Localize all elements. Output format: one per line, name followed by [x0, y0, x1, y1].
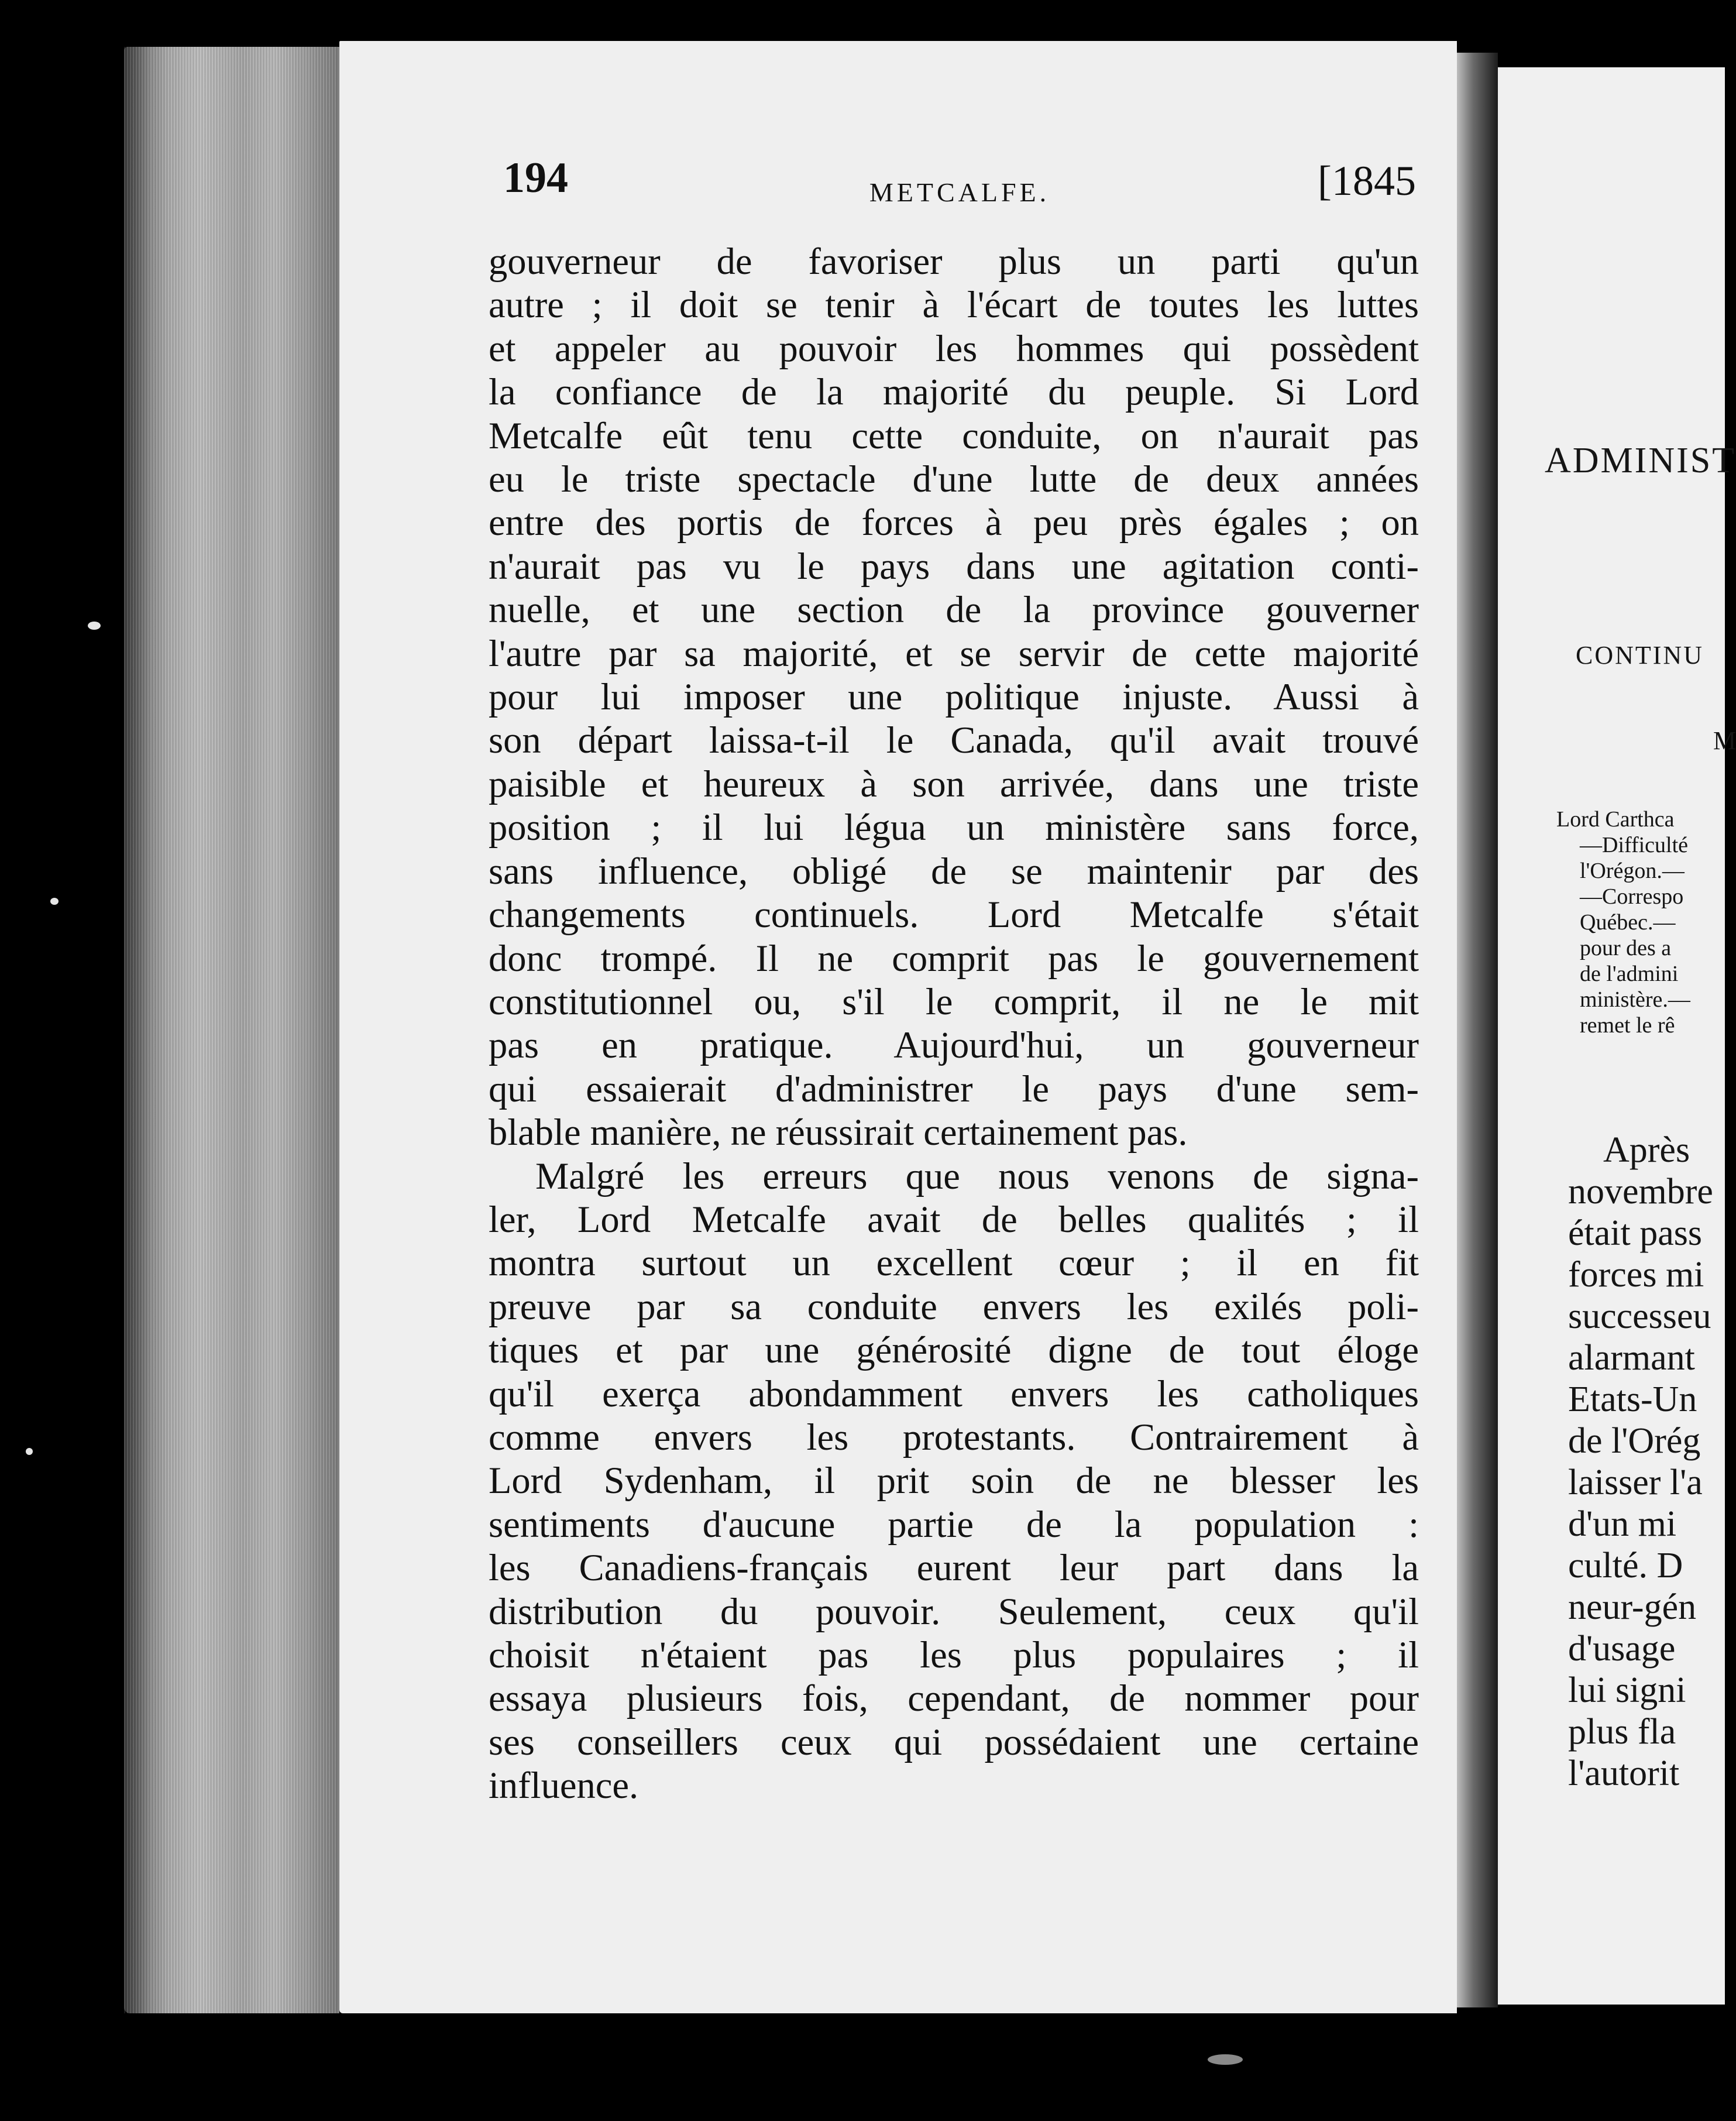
text-line: successeu	[1568, 1296, 1711, 1336]
text-line: tiques et par une générosité digne de tout éloge	[489, 1329, 1419, 1371]
text-line: qui essaierait d'administrer le pays d'une sem-	[489, 1068, 1419, 1110]
book-gutter	[1457, 53, 1498, 2007]
page-number: 194	[503, 154, 568, 202]
margin-speck	[26, 1448, 33, 1455]
text-line: autre ; il doit se tenir à l'écart de toutes les luttes	[489, 284, 1419, 326]
margin-speck	[50, 898, 59, 905]
text-line: essaya plusieurs fois, cependant, de nommer pour	[489, 1677, 1419, 1720]
right-page-chapter-heading: ADMINIST	[1545, 441, 1736, 481]
text-line: et appeler au pouvoir les hommes qui possèdent	[489, 327, 1419, 369]
text-line: sans influence, obligé de se maintenir par des	[489, 850, 1419, 892]
text-line: l'autre par sa majorité, et se servir de cette majorité	[489, 632, 1419, 674]
text-line: constitutionnel ou, s'il le comprit, il ne le mit	[489, 980, 1419, 1022]
text-line: forces mi	[1568, 1255, 1704, 1295]
text-line: choisit n'étaient pas les plus populaires ; il	[489, 1634, 1419, 1676]
text-line: distribution du pouvoir. Seulement, ceux qu'il	[489, 1590, 1419, 1632]
text-line: ses conseillers ceux qui possédaient une certaine	[489, 1721, 1419, 1763]
text-line: Malgré les erreurs que nous venons de signa-	[535, 1155, 1419, 1197]
right-page-chapter-summary	[1556, 806, 1690, 1038]
text-line: donc trompé. Il ne comprit pas le gouvernement	[489, 937, 1419, 979]
body-text	[489, 240, 1419, 1808]
text-line: comme envers les protestants. Contrairement à	[489, 1416, 1419, 1458]
text-line: entre des portis de forces à peu près égales ; on	[489, 502, 1419, 544]
text-line: nuelle, et une section de la province gouverner	[489, 589, 1419, 631]
text-line: culté. D	[1568, 1546, 1683, 1585]
text-line: neur-gén	[1568, 1587, 1697, 1627]
text-line: ler, Lord Metcalfe avait de belles qualités ; il	[489, 1198, 1419, 1240]
right-page-subheading: CONTINU	[1576, 641, 1704, 670]
summary-line: —Difficulté	[1580, 833, 1689, 857]
text-line: était pass	[1568, 1213, 1702, 1253]
text-line: paisible et heureux à son arrivée, dans une triste	[489, 763, 1419, 805]
text-line: novembre	[1568, 1172, 1713, 1211]
summary-line: pour des a	[1580, 936, 1672, 960]
text-line: montra surtout un excellent cœur ; il en fit	[489, 1242, 1419, 1284]
text-line: lui signi	[1568, 1670, 1686, 1710]
text-line: eu le triste spectacle d'une lutte de deux années	[489, 458, 1419, 500]
summary-line: de l'admini	[1580, 962, 1679, 986]
right-page-body-text	[1568, 1130, 1713, 1794]
text-line: n'aurait pas vu le pays dans une agitation conti-	[489, 545, 1419, 587]
summary-line: remet le rê	[1580, 1013, 1675, 1038]
text-line: laisser l'a	[1568, 1463, 1703, 1502]
text-line: sentiments d'aucune partie de la population :	[489, 1503, 1419, 1545]
text-line: changements continuels. Lord Metcalfe s'était	[489, 894, 1419, 936]
text-line: position ; il lui légua un ministère sans force,	[489, 806, 1419, 849]
text-line: gouverneur de favoriser plus un parti qu'un	[489, 241, 1419, 282]
text-line: Après	[1603, 1130, 1690, 1170]
summary-line: Québec.—	[1580, 910, 1676, 935]
running-title: METCALFE.	[869, 177, 1050, 207]
text-line: son départ laissa-t-il le Canada, qu'il avait trouvé	[489, 719, 1419, 761]
running-year: [1845	[1318, 157, 1416, 204]
right-page-mark: M	[1713, 726, 1736, 755]
text-line: les Canadiens-français eurent leur part dans la	[489, 1547, 1419, 1589]
text-line: la confiance de la majorité du peuple. Si Lord	[489, 371, 1419, 413]
summary-line: —Correspo	[1580, 884, 1684, 909]
summary-line: ministère.—	[1580, 987, 1690, 1012]
text-line: pour lui imposer une politique injuste. Aussi à	[489, 676, 1419, 718]
book-page-edges	[124, 47, 339, 2013]
text-line: qu'il exerça abondamment envers les catholiques	[489, 1372, 1419, 1415]
text-line: Lord Sydenham, il prit soin de ne blesser les	[489, 1460, 1419, 1502]
text-line: blable manière, ne réussirait certainement pas.	[489, 1111, 1188, 1154]
text-line: d'un mi	[1568, 1504, 1677, 1544]
text-line: influence.	[489, 1765, 639, 1807]
text-line: de l'Orég	[1568, 1421, 1701, 1461]
text-line: alarmant	[1568, 1338, 1695, 1378]
margin-speck	[88, 622, 101, 630]
text-line: Etats-Un	[1568, 1379, 1697, 1419]
text-line: d'usage	[1568, 1629, 1676, 1669]
text-line: preuve par sa conduite envers les exilés poli-	[489, 1285, 1419, 1327]
summary-line: Lord Carthca	[1556, 807, 1675, 832]
text-line: l'autorit	[1568, 1753, 1680, 1793]
text-line: Metcalfe eût tenu cette conduite, on n'aurait pas	[489, 414, 1419, 457]
summary-line: l'Orégon.—	[1580, 859, 1685, 883]
margin-speck	[1208, 2054, 1243, 2065]
text-line: plus fla	[1568, 1712, 1676, 1752]
text-line: pas en pratique. Aujourd'hui, un gouverneur	[489, 1024, 1419, 1066]
running-head	[503, 153, 1416, 218]
